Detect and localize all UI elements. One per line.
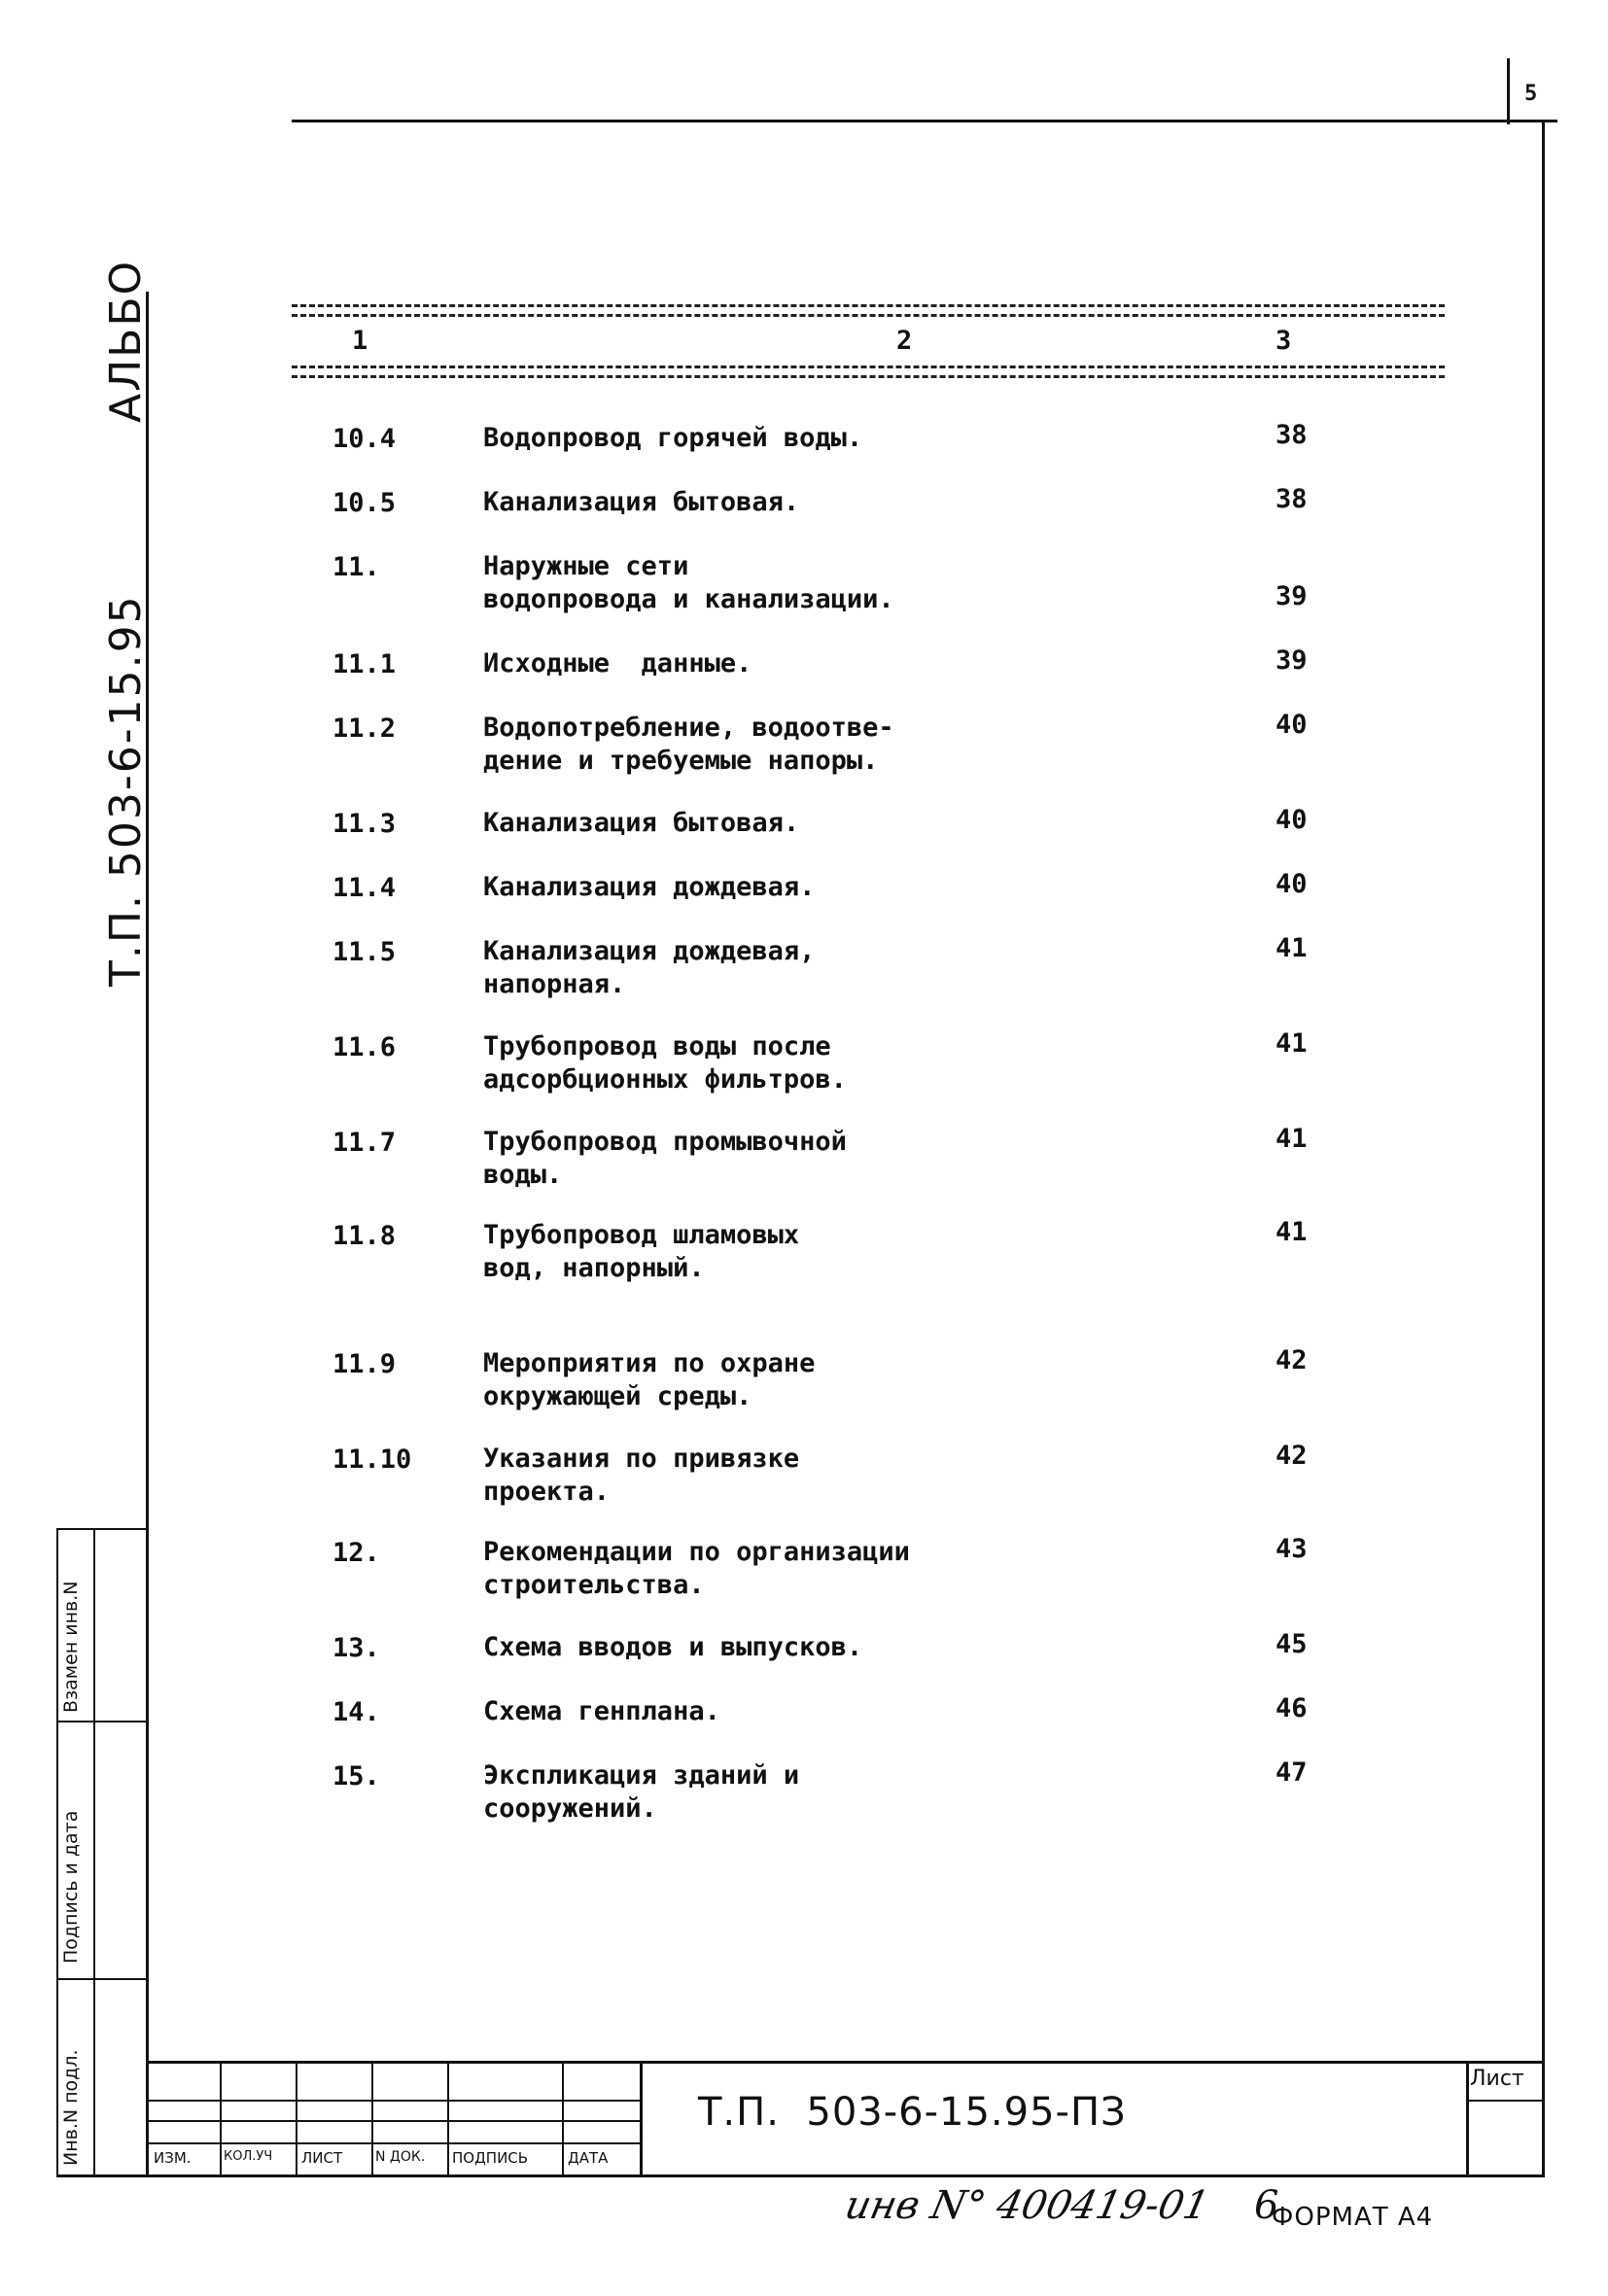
row-title: Указания по привязке проекта. [483,1444,800,1507]
label-kol-uch: КОЛ.УЧ [224,2149,273,2164]
row-title: Водопотребление, водоотве- дение и требуемые напоры. [483,713,894,776]
row-title: Экспликация зданий и сооружений. [483,1760,800,1824]
frame-bottom-line [56,2174,1545,2177]
side-code: Т.П. 503-6-15.95 [101,594,151,987]
row-title: Канализация бытовая. [483,487,800,517]
row-page: 39 [1276,645,1308,676]
row-number: 11.9 [332,1349,397,1379]
row-title: Водопровод горячей воды. [483,423,863,453]
title-block-right-divider [1466,2061,1469,2175]
row-number: 11.1 [332,649,397,679]
col-header-1: 1 [352,326,368,356]
sheet-number-top: 5 [1524,82,1538,106]
title-block-sheet-divider [1466,2100,1544,2102]
row-page: 40 [1276,805,1308,835]
row-number: 10.5 [332,488,397,518]
row-number: 11. [332,552,380,582]
title-block-top-line [148,2061,1544,2064]
stamp-strip-div2 [56,1978,148,1980]
row-page: 41 [1276,1217,1308,1247]
row-title: Схема генплана. [483,1696,720,1726]
stamp-inv-orig: Инв.N подл. [60,2049,82,2166]
stamp-sign-date: Подпись и дата [60,1810,82,1964]
stamp-strip-top [56,1528,148,1530]
row-page: 41 [1276,1124,1308,1154]
row-title: Исходные данные. [483,648,752,678]
inventory-number-handwritten: инв N° 400419-01 [841,2183,1213,2228]
col-header-3: 3 [1276,326,1292,356]
row-title: Канализация бытовая. [483,808,800,838]
row-page: 39 [1276,581,1308,611]
row-number: 10.4 [332,424,397,454]
label-podpis: ПОДПИСЬ [452,2149,529,2167]
row-title: Рекомендации по организации строительства. [483,1537,910,1600]
label-izm: ИЗМ. [154,2149,192,2167]
label-list: ЛИСТ [301,2149,343,2167]
row-title: Канализация дождевая. [483,872,816,902]
stamp-replace-inv: Взамен инв.N [60,1581,82,1713]
row-page: 47 [1276,1757,1308,1788]
rev-grid-col3 [371,2061,373,2175]
stamp-strip-left [56,1528,58,2175]
row-page: 41 [1276,1028,1308,1059]
row-page: 38 [1276,484,1308,514]
rev-grid-col4 [447,2061,449,2175]
row-number: 12. [332,1538,380,1568]
format-label: ФОРМАТ А4 [1272,2203,1434,2232]
rev-grid-col5 [562,2061,564,2175]
row-page: 43 [1276,1534,1308,1564]
copy-number-handwritten: 6 [1254,2183,1279,2228]
frame-top-line [292,120,1557,122]
label-data: ДАТА [568,2149,609,2167]
row-number: 11.4 [332,873,397,903]
row-page: 46 [1276,1693,1308,1723]
row-title: Мероприятия по охране окружающей среды. [483,1348,816,1411]
row-number: 14. [332,1697,380,1727]
title-block-left-divider [640,2061,643,2175]
row-number: 11.8 [332,1221,397,1251]
row-number: 11.7 [332,1128,397,1158]
row-page: 42 [1276,1441,1308,1471]
row-page: 40 [1276,710,1308,740]
rev-grid-col1 [220,2061,222,2175]
side-album: АЛЬБО [101,259,151,423]
row-title: Трубопровод шламовых вод, напорный. [483,1220,800,1283]
row-page: 38 [1276,420,1308,450]
row-title: Канализация дождевая, напорная. [483,936,816,999]
stamp-strip-mid [93,1528,95,2175]
sheet-label: Лист [1470,2067,1524,2091]
table-header-top-rule [292,304,1445,317]
row-number: 11.10 [332,1444,412,1475]
row-page: 42 [1276,1345,1308,1375]
label-n-dok: N ДОК. [375,2149,426,2165]
row-title: Трубопровод промывочной воды. [483,1127,847,1190]
row-title: Наружные сети водопровода и канализации. [483,551,894,614]
row-number: 11.3 [332,809,397,839]
frame-left-line [146,292,149,2177]
stamp-strip-div1 [56,1721,148,1722]
col-header-2: 2 [896,326,913,356]
row-page: 41 [1276,933,1308,963]
sheet-number-tick [1507,58,1510,124]
table-header-bottom-rule [292,365,1445,378]
row-page: 40 [1276,869,1308,899]
row-number: 13. [332,1633,380,1663]
row-page: 45 [1276,1629,1308,1659]
frame-right-line [1542,120,1545,2176]
rev-grid-col2 [296,2061,297,2175]
row-number: 15. [332,1761,380,1792]
row-number: 11.5 [332,937,397,967]
row-title: Схема вводов и выпусков. [483,1632,863,1662]
row-title: Трубопровод воды после адсорбционных фильтров. [483,1031,847,1095]
row-number: 11.6 [332,1032,397,1062]
document-designation: Т.П. 503-6-15.95-ПЗ [698,2090,1127,2135]
row-number: 11.2 [332,713,397,744]
